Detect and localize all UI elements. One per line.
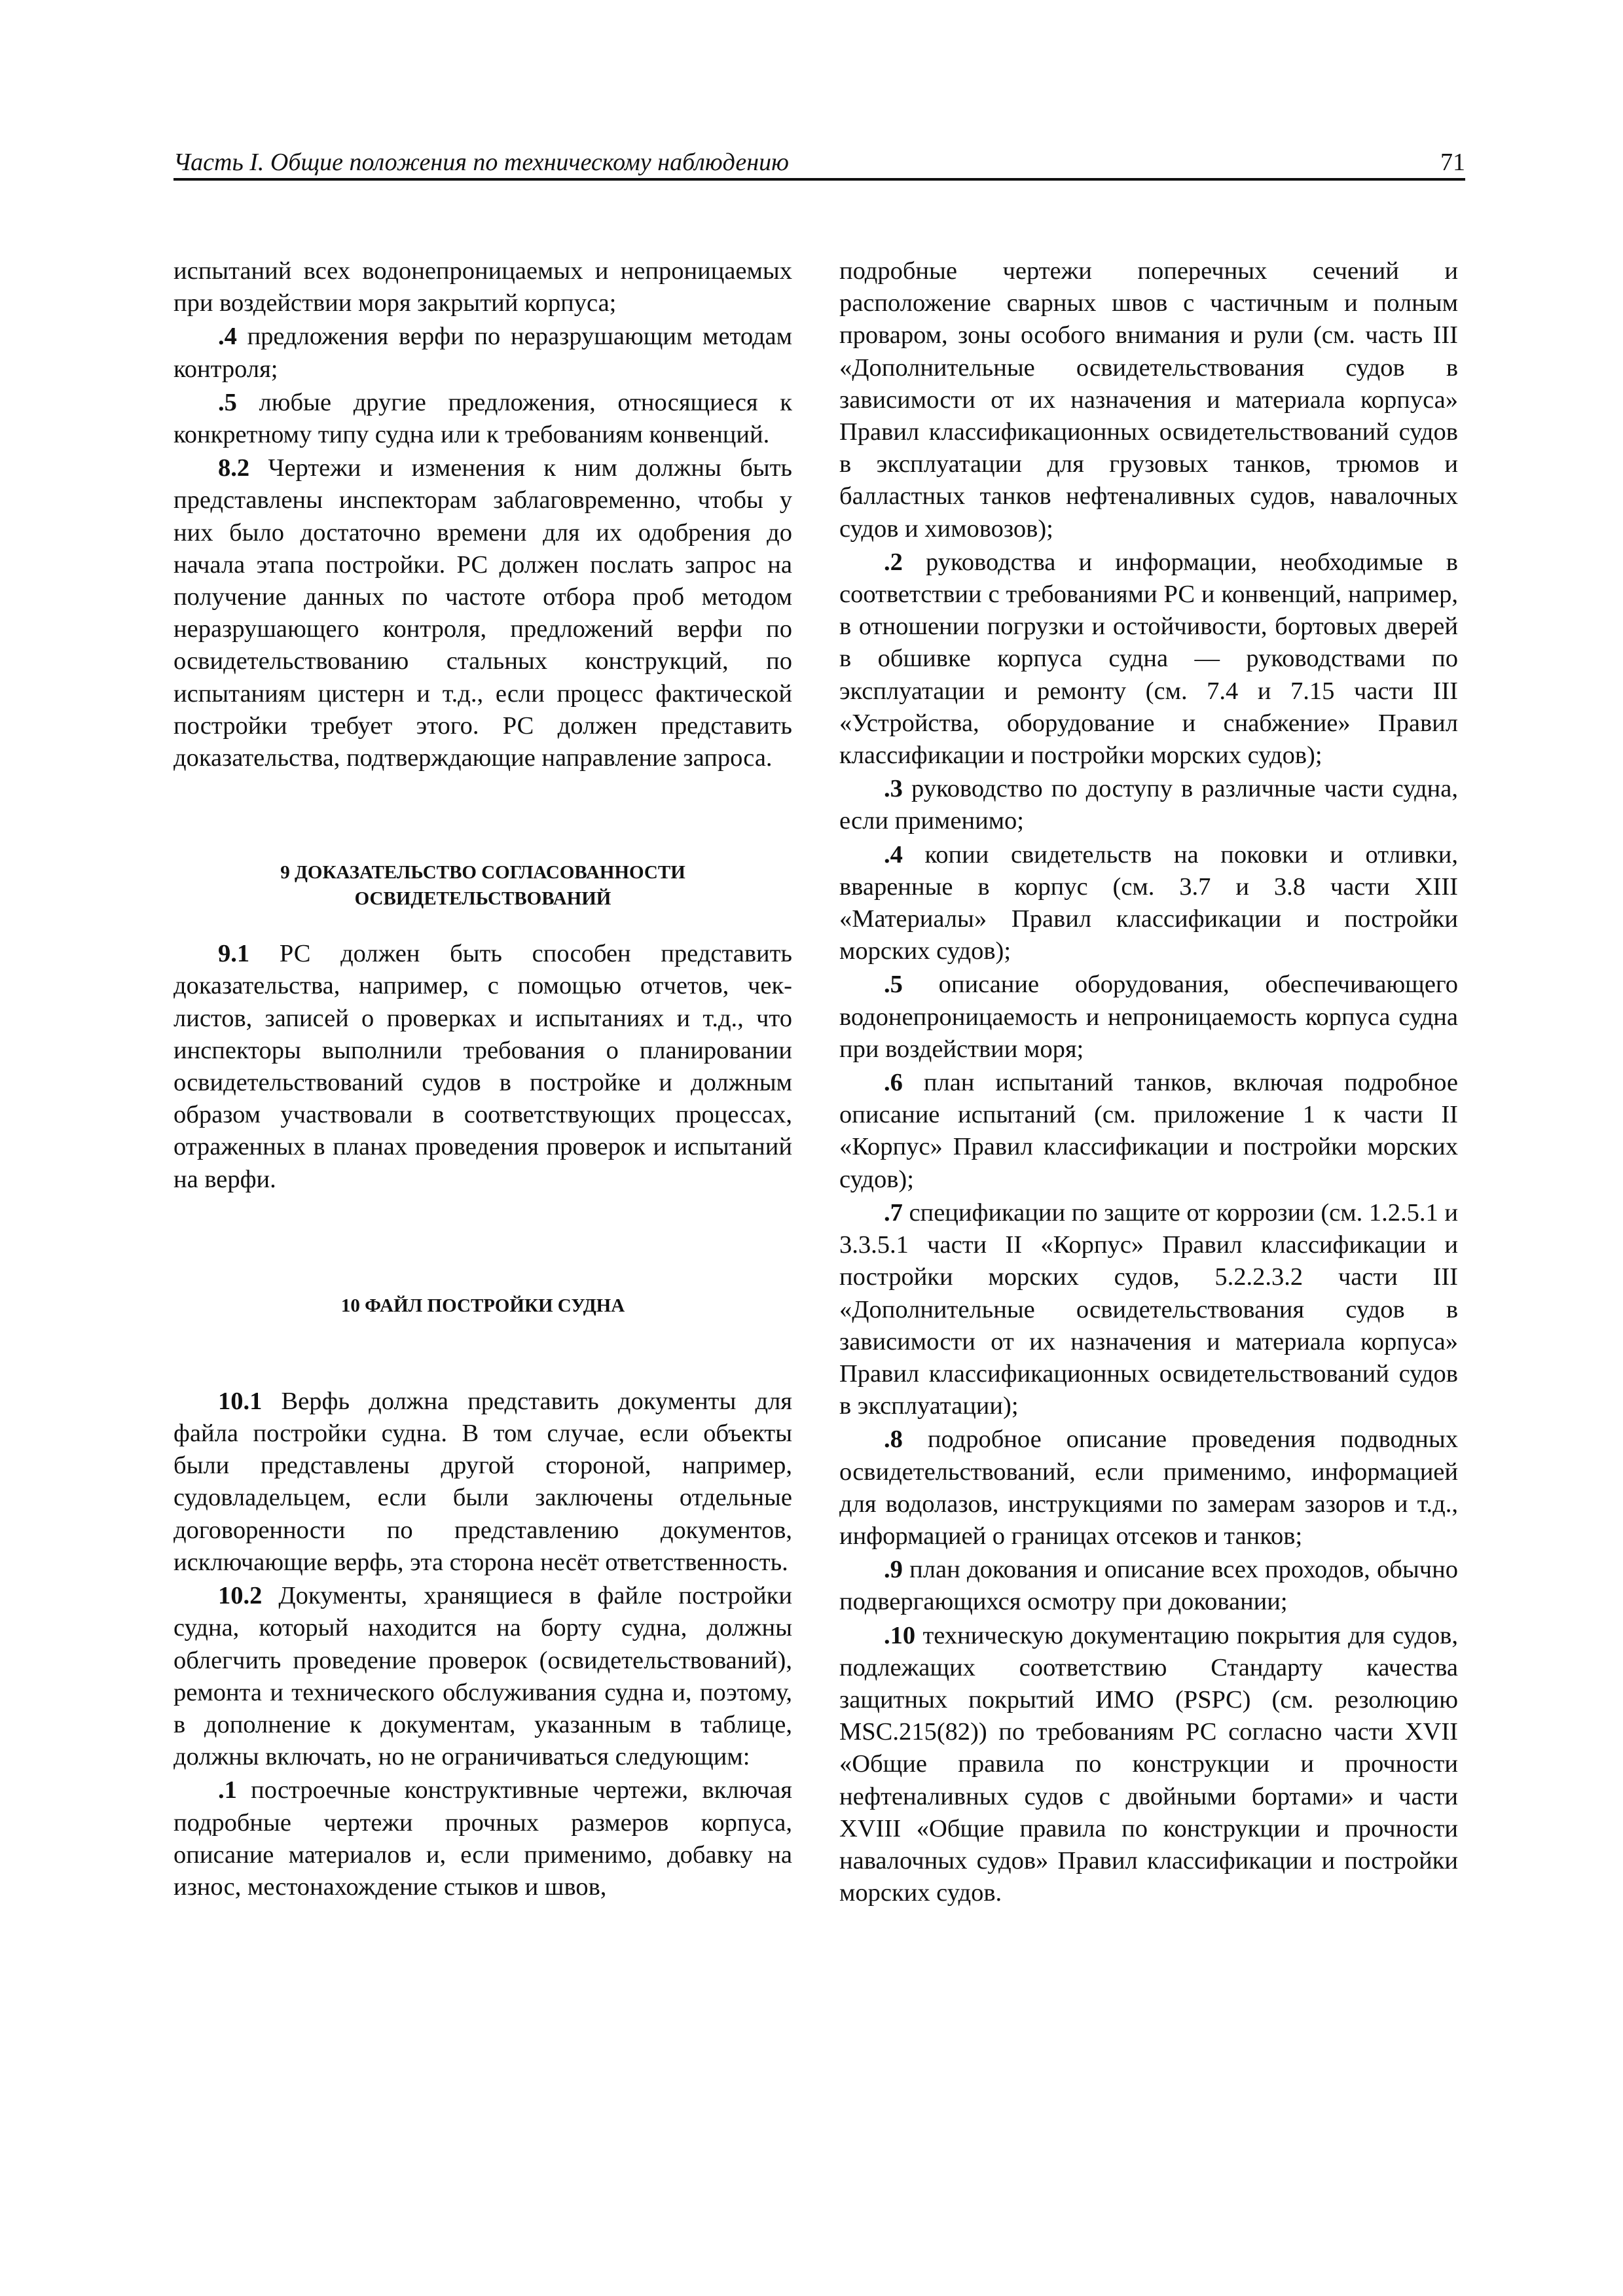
- item-text: подробное описание проведения подводных освидетельствований, если применимо, информацией для водолазов, инструкциями по замерам зазоров и т.д., информацией о границах отсеков и танков;: [839, 1426, 1458, 1550]
- item-text: план испытаний танков, включая подробное описание испытаний (см. приложение 1 к части II «Корпус» Правил классификации и постройки морских судов);: [839, 1069, 1458, 1193]
- section-9-heading-line-2: ОСВИДЕТЕЛЬСТВОВАНИЙ: [354, 888, 611, 910]
- item-number: .10: [884, 1621, 916, 1649]
- left-column: [173, 255, 792, 1905]
- section-9-heading: [173, 859, 792, 912]
- item-number: .9: [884, 1556, 903, 1584]
- item-text: руководство по доступу в различные части судна, если применимо;: [839, 775, 1458, 835]
- list-item-4: [173, 321, 792, 385]
- list-item-7: [839, 1197, 1458, 1422]
- page-number: 71: [1440, 149, 1465, 176]
- list-item-3: [839, 773, 1458, 837]
- list-item-5: [173, 387, 792, 451]
- list-item-8: [839, 1424, 1458, 1552]
- paragraph-10-2: [173, 1580, 792, 1773]
- item-text: построечные конструктивные чертежи, включая подробные чертежи прочных размеров корпуса, описание материалов и, если применимо, добавку на износ, местонахождение стыков и швов,: [173, 1776, 792, 1901]
- paragraph-text: Документы, хранящиеся в файле постройки судна, который находится на борту судна, должны облегчить проведение проверок (освидетельствований), ремонта и технического обслуживания судна и, поэтому, в дополнение к документам, указанным в таблице, должны включать, но не ограничиваться следующим:: [173, 1582, 792, 1771]
- continued-paragraph: подробные чертежи поперечных сечений и расположение сварных швов с частичным и полным проваром, зоны особого внимания и рули (см. часть III «Дополнительные освидетельствования судов в зависимости от их назначения и материала корпуса» Правил классификационных освидетельствований судов в эксплуатации для грузовых танков, трюмов и балластных танков нефтеналивных судов, навалочных судов и химовозов);: [839, 257, 1458, 543]
- item-text: любые другие предложения, относящиеся к конкретному типу судна или к требованиям конвенций.: [173, 388, 792, 449]
- list-item-10: [839, 1620, 1458, 1910]
- list-item-9: [839, 1554, 1458, 1618]
- section-9-heading-line-1: 9 ДОКАЗАТЕЛЬСТВО СОГЛАСОВАННОСТИ: [280, 862, 685, 884]
- item-text: техническую документацию покрытия для судов, подлежащих соответствию Стандарту качества защитных покрытий ИМО (PSPC) (см. резолюцию MSC.215(82)) по требованиям РС согласно части XVII «Общие правила по конструкции и прочности нефтеналивных судов с двойными бортами» и части XVIII «Общие правила по конструкции и прочности навалочных судов» Правил классификации и постройки морских судов.: [839, 1621, 1458, 1907]
- item-number: .6: [884, 1069, 903, 1097]
- paragraph-number: 9.1: [218, 940, 250, 968]
- list-item-6: [839, 1067, 1458, 1196]
- list-item-2: [839, 547, 1458, 772]
- item-text: копии свидетельств на поковки и отливки, вваренные в корпус (см. 3.7 и 3.8 части XIII «Материалы» Правил классификации и постройки морских судов);: [839, 840, 1458, 965]
- section-10-heading: 10 ФАЙЛ ПОСТРОЙКИ СУДНА: [340, 1295, 625, 1316]
- item-number: .4: [884, 840, 903, 869]
- paragraph-10-1: [173, 1386, 792, 1579]
- item-text: руководства и информации, необходимые в соответствии с требованиями РС и конвенций, например, в отношении погрузки и остойчивости, бортовых дверей в обшивке корпуса судна — руководствами по эксплуатации и ремонту (см. 7.4 и 7.15 части III «Устройства, оборудование и снабжение» Правил классификации и постройки морских судов);: [839, 548, 1458, 770]
- header-title: Часть I. Общие положения по техническому наблюдению: [173, 149, 789, 176]
- paragraph-8-2: [173, 452, 792, 774]
- paragraph-number: 8.2: [218, 454, 250, 482]
- paragraph-number: 10.1: [218, 1387, 263, 1415]
- paragraph-9-1: [173, 938, 792, 1196]
- paragraph-text: Чертежи и изменения к ним должны быть представлены инспекторам заблаговременно, чтобы у них было достаточно времени для их одобрения до начала этапа постройки. РС должен послать запрос на получение данных по частоте отбора проб методом неразрушающего контроля, предложений верфи по освидетельствованию стальных конструкций, по испытаниям цистерн и т.д., если процесс фактической постройки требует этого. РС должен представить доказательства, подтверждающие направление запроса.: [173, 454, 792, 772]
- item-number: .1: [218, 1776, 237, 1804]
- item-text: спецификации по защите от коррозии (см. 1.2.5.1 и 3.3.5.1 части II «Корпус» Правил классификации и постройки морских судов, 5.2.2.3.2 части III «Дополнительные освидетельствования судов в зависимости от их назначения и материала корпуса» Правил классификационных освидетельствований судов в эксплуатации);: [839, 1198, 1458, 1420]
- item-number: .3: [884, 775, 903, 803]
- item-text: описание оборудования, обеспечивающего водонепроницаемость и непроницаемость корпуса судна при воздействии моря;: [839, 971, 1458, 1063]
- right-column: [839, 255, 1458, 1910]
- item-text: предложения верфи по неразрушающим методам контроля;: [173, 323, 792, 383]
- paragraph-text: РС должен быть способен представить доказательства, например, с помощью отчетов, чек-листов, записей о проверках и испытаниях и т.д., что инспекторы выполнили требования о планировании освидетельствований судов в постройке и должным образом участвовали в соответствующих процессах, отраженных в планах проведения проверок и испытаний на верфи.: [173, 940, 792, 1193]
- list-item-5: [839, 969, 1458, 1066]
- item-text: план докования и описание всех проходов, обычно подвергающихся осмотру при доковании;: [839, 1556, 1458, 1616]
- header-rule: [173, 178, 1465, 181]
- paragraph-text: Верфь должна представить документы для файла постройки судна. В том случае, если объекты были представлены другой стороной, например, судовладельцем, если были заключены отдельные договоренности по представлению документов, исключающие верфь, эта сторона несёт ответственность.: [173, 1387, 792, 1576]
- item-number: .8: [884, 1426, 903, 1454]
- item-number: .4: [218, 323, 237, 351]
- running-header: [173, 143, 1465, 181]
- paragraph-number: 10.2: [218, 1582, 263, 1610]
- item-number: .7: [884, 1198, 903, 1227]
- list-item-4: [839, 839, 1458, 968]
- item-number: .5: [218, 388, 237, 416]
- item-number: .5: [884, 971, 903, 999]
- item-number: .2: [884, 548, 903, 576]
- list-item-1: [173, 1774, 792, 1903]
- continued-paragraph: испытаний всех водонепроницаемых и непроницаемых при воздействии моря закрытий корпуса;: [173, 257, 792, 317]
